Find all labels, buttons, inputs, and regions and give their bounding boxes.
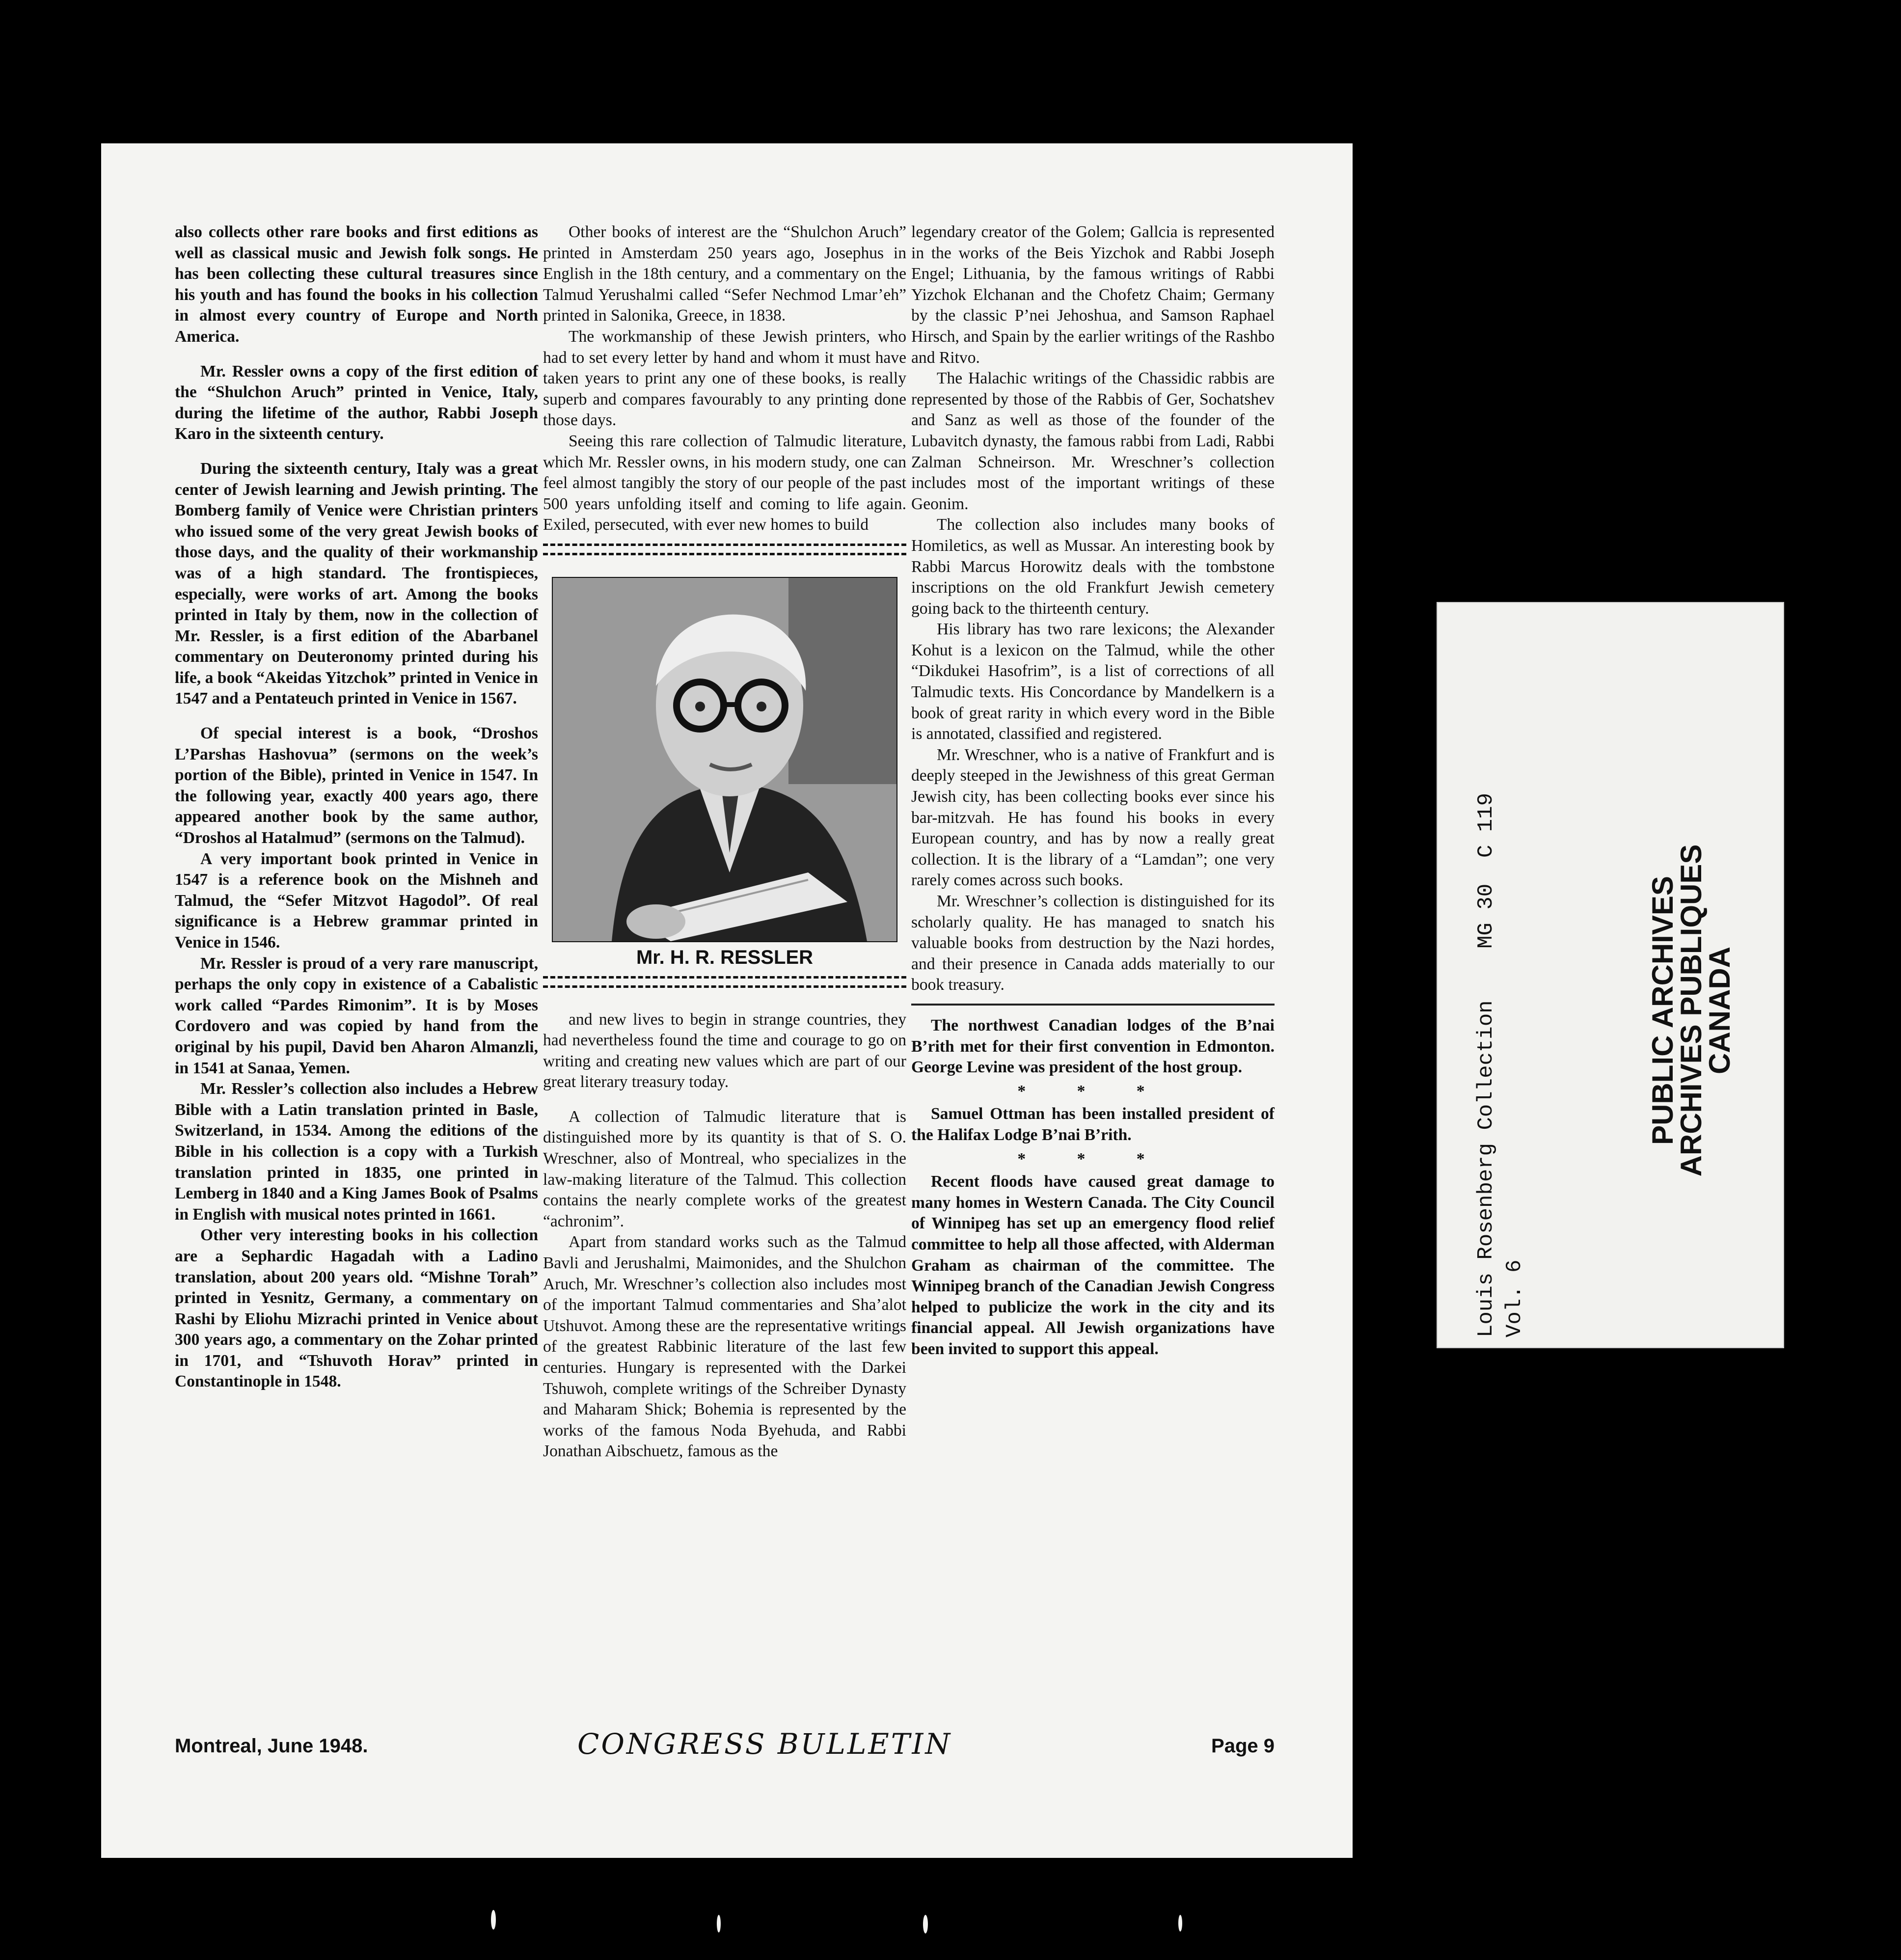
col1-paragraph: Mr. Ressler owns a copy of the first edition of the “Shulchon Aruch” printed in Venice, Italy, during the lifetime of the author, Rabbi Joseph Karo in the sixteenth century. — [175, 362, 538, 443]
separator: * * * — [1017, 1082, 1168, 1100]
reference-number: MG 30 C 119 — [1474, 793, 1498, 949]
column-1 — [175, 222, 538, 1392]
col1-paragraph: Of special interest is a book, “Droshos L’Parshas Hashovua” (sermons on the week’s portion of the Bible), printed in Venice in 1547. In the following year, exactly 400 years ago, there appeared another book by the same author, “Droshos al Hatalmud” (sermons on the Talmud). — [175, 724, 538, 847]
col1-paragraph: also collects other rare books and first editions as well as classical music and Jewish folk songs. He has been collecting these cultural treasures since his youth and has found the books in his collection in almost every country of Europe and North America. — [175, 223, 538, 346]
decorative-rule-top — [543, 544, 906, 555]
newspaper-page — [101, 143, 1353, 1858]
archive-stamp — [1646, 814, 1736, 1207]
col3-paragraph: legendary creator of the Golem; Gallcia is represented in the works of the Beis Yizchok and Rabbi Joseph Engel; Lithuania, by the famous writings of Rabbi Yizchok Elchanan and the Chofetz Chaim; Germany by the classic P’nei Jehoshua, and Samson Raphael Hirsch, and Spain by the earlier writings of the Rashbo and Ritvo. — [911, 223, 1275, 367]
dateline: Montreal, June 1948. — [175, 1735, 368, 1757]
decorative-rule-bottom — [543, 976, 906, 988]
col3-paragraph: Mr. Wreschner, who is a native of Frankfurt and is deeply steeped in the Jewishness of this great German Jewish city, has been collecting books ever since his bar-mitzvah. He has found his books in every European country, and has by now a really great collection. It is the library of a “Lamdan”; one very rarely comes across such books. — [911, 745, 1275, 890]
col1-paragraph: A very important book printed in Venice in 1547 is a reference book on the Mishneh and Talmud, the “Sefer Mitzvot Hagodol”. Of real significance is a Hebrew grammar printed in Venice in 1546. — [175, 849, 538, 952]
page-footer — [175, 1727, 1275, 1762]
news-item: Samuel Ottman has been installed president of the Halifax Lodge B’nai B’rith. — [911, 1105, 1275, 1144]
separator: * * * — [1017, 1149, 1168, 1168]
portrait-illustration — [553, 578, 896, 941]
archive-reference — [1472, 793, 1529, 1337]
col1-paragraph: Other very interesting books in his collection are a Sephardic Hagadah with a Ladino translation, about 200 years old. “Mishne Torah” printed in Yesnitz, Germany, a commentary on Rashi by Eliohu Mizrachi printed in Venice about 300 years ago, a commentary on the Zohar printed in 1701, and “Tshuvoth Horav” printed in Constantinople in 1548. — [175, 1226, 538, 1391]
collection-name: Louis Rosenberg Collection — [1474, 1000, 1498, 1337]
portrait-photo — [552, 577, 897, 942]
col2-paragraph: Other books of interest are the “Shulchon Aruch” printed in Amsterdam 250 years ago, Josephus in English in the 18th century, and a commentary on the Talmud Yerushalmi called “Sefer Nechmod Lmar’eh” printed in Salonika, Greece, in 1838. — [543, 223, 906, 325]
photo-caption: Mr. H. R. RESSLER — [636, 946, 814, 968]
column-2 — [543, 222, 906, 1462]
col2-paragraph: The workmanship of these Jewish printers, who had to set every letter by hand and whom it must have taken years to print any one of these books, is really superb and compares favourably to any printing done those days. — [543, 327, 906, 430]
archive-label-card — [1437, 602, 1784, 1348]
archive-line-1: PUBLIC ARCHIVES — [1646, 876, 1679, 1145]
col3-paragraph: The collection also includes many books of Homiletics, as well as Mussar. An interesting book by Rabbi Marcus Horowitz deals with the tombstone inscriptions on the old Frankfurt Jewish cemetery going back to the thirteenth century. — [911, 516, 1275, 618]
col2-paragraph: Seeing this rare collection of Talmudic literature, which Mr. Ressler owns, in his modern study, one can feel almost tangibly the story of our people of the past 500 years unfolding itself and coming to life again. Exiled, persecuted, with ever new homes to build — [543, 432, 906, 534]
col1-paragraph: Mr. Ressler’s collection also includes a Hebrew Bible with a Latin translation printed in Basle, Switzerland, in 1534. Among the editions of the Bible in his collection is a copy with a Turkish translation printed in 1835, one printed in Lemberg in 1840 and a King James Book of Psalms in English with musical notes printed in 1661. — [175, 1080, 538, 1224]
column-3 — [911, 222, 1275, 1360]
col3-paragraph: Mr. Wreschner’s collection is distinguished for its scholarly quality. He has managed to snatch his valuable books from destruction by the Nazi hordes, and their presence in Canada adds materially to our book treasury. — [911, 892, 1275, 994]
col1-paragraph: Mr. Ressler is proud of a very rare manuscript, perhaps the only copy in existence of a Cabalistic work called “Pardes Rimonim”. It is by Moses Cordovero and was copied by hand from the original by his pupil, David ben Aharon Almanzli, in 1541 at Sanaa, Yemen. — [175, 954, 538, 1077]
col3-paragraph: The Halachic writings of the Chassidic rabbis are represented by those of the Rabbis of Ger, Sochatshev and Sanz as well as those of the founder of the Lubavitch dynasty, the famous rabbi from Ladi, Rabbi Zalman Schneirson. Mr. Wreschner’s collection includes most of the important writings of these Geonim. — [911, 369, 1275, 513]
col2-paragraph: Apart from standard works such as the Talmud Bavli and Jerushalmi, Maimonides, and the Shulchon Aruch, Mr. Wreschner’s collection also includes most of the important Talmud commentaries and Sha’alot Utshuvot. Among these are the representative writings of the greatest Rabbinic literature of the last few centuries. Hungary is represented with the Darkei Tshuwoh, complete writings of the Schreiber Dynasty and Maharam Shick; Bohemia is represented by the works of the famous Noda Byehuda, and Rabbi Jonathan Aibschuetz, famous as the — [543, 1233, 906, 1461]
col2-paragraph: A collection of Talmudic literature that is distinguished more by its quantity is that of S. O. Wreschner, also of Montreal, who specializes in the law-making literature of the Talmud. This collection contains the nearly complete works of the greatest “achronim”. — [543, 1107, 906, 1230]
col1-paragraph: During the sixteenth century, Italy was a great center of Jewish learning and Jewish printing. The Bomberg family of Venice were Christian printers who issued some of the very great Jewish books of those days, and the quality of their workmanship was of a high standard. The frontispieces, especially, were works of art. Among the books printed in Italy by them, now in the collection of Mr. Ressler, is a first edition of the Abarbanel commentary on Deuteronomy printed during his life, a book “Akeidas Yitzchok” printed in Venice in 1547 and a Pentateuch printed in Venice in 1567. — [175, 459, 538, 708]
col3-paragraph: His library has two rare lexicons; the Alexander Kohut is a lexicon on the Talmud, while the other “Dikdukei Hasofrim”, is a list of corrections of all Talmudic texts. His Concordance by Mandelkern is a book of great rarity in which every word in the Bible is annotated, classified and registered. — [911, 620, 1275, 743]
film-speck — [1178, 1915, 1182, 1932]
archive-line-2: ARCHIVES PUBLIQUES — [1675, 844, 1708, 1177]
film-speck — [923, 1915, 928, 1933]
film-speck — [717, 1915, 721, 1933]
film-speck — [491, 1910, 496, 1930]
news-briefs — [911, 1004, 1275, 1360]
news-item: The northwest Canadian lodges of the B’nai B’rith met for their first convention in Edmonton. George Levine was president of the host group. — [911, 1016, 1275, 1077]
col2-paragraph: and new lives to begin in strange countries, they had nevertheless found the time and courage to go on writing and creating new values which are part of our great literary treasury today. — [543, 1010, 906, 1091]
masthead: CONGRESS BULLETIN — [577, 1727, 952, 1761]
archive-line-3: CANADA — [1703, 947, 1736, 1074]
news-item: Recent floods have caused great damage to many homes in Western Canada. The City Council of Winnipeg has set up an emergency flood relief committee to help all those affected, with Alderman Graham as chairman of the committee. The Winnipeg branch of the Canadian Jewish Congress helped to publicize the work in the city and its financial appeal. All Jewish organizations have been invited to support this appeal. — [911, 1172, 1275, 1358]
page-number: Page 9 — [1211, 1735, 1275, 1757]
volume-number: Vol. 6 — [1502, 1259, 1527, 1337]
